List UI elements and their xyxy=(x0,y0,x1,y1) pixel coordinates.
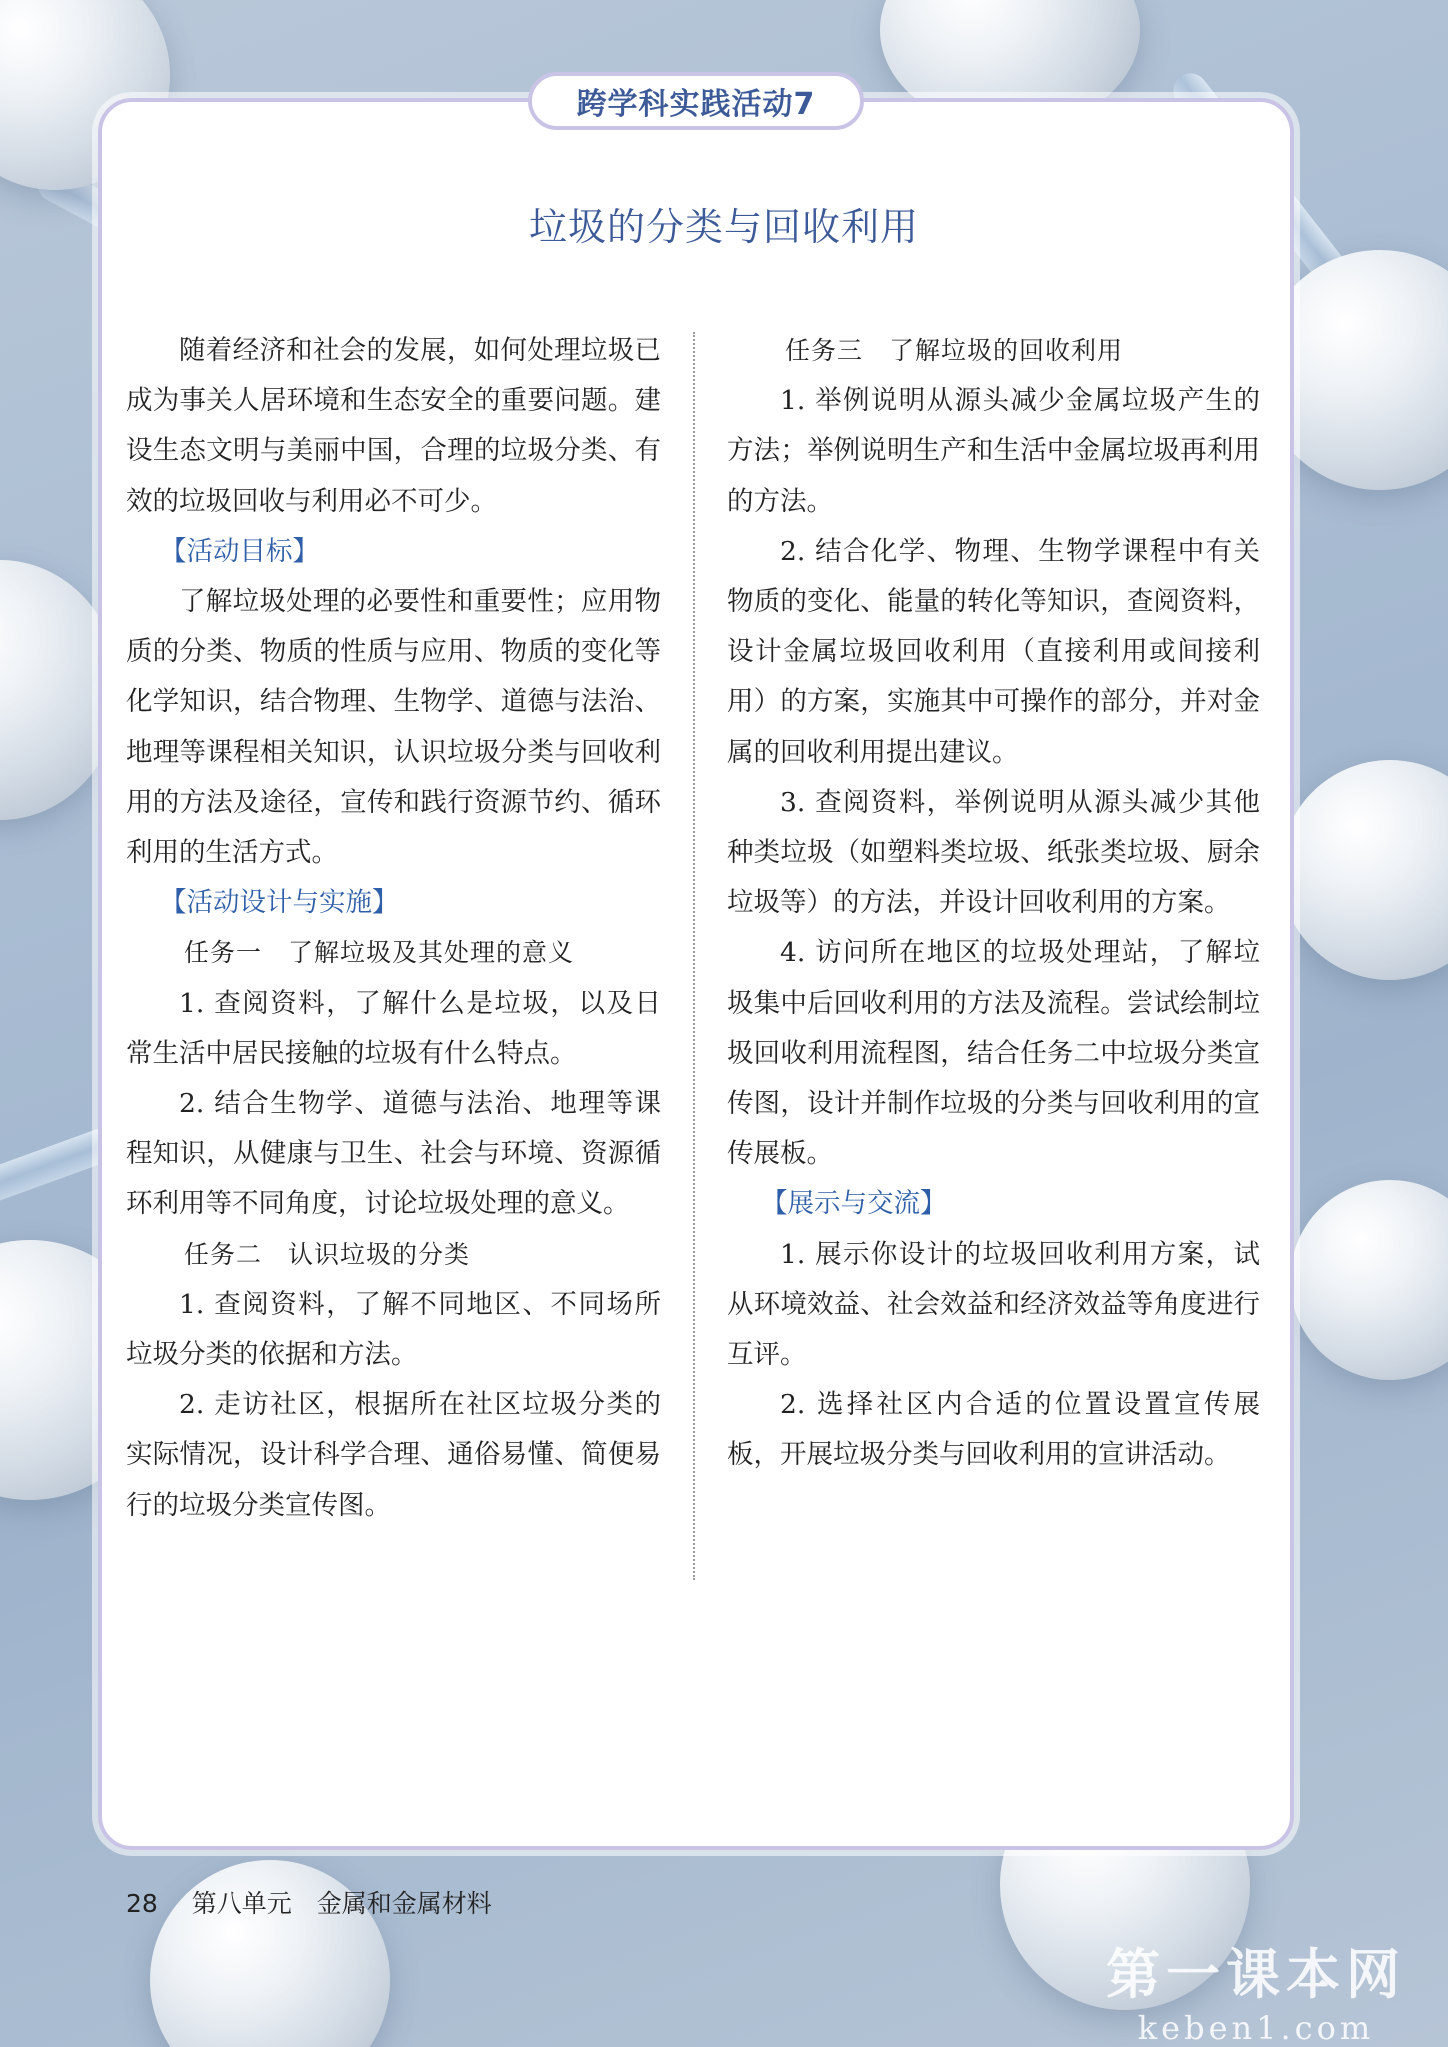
chapter-name: 第八单元 金属和金属材料 xyxy=(191,1889,492,1918)
task2-item2: 2. 走访社区，根据所在社区垃圾分类的实际情况，设计科学合理、通俗易懂、简便易行的垃圾分类宣传图。 xyxy=(126,1389,661,1521)
activity-tab-label: 跨学科实践活动7 xyxy=(528,72,864,130)
task1-item1: 1. 查阅资料，了解什么是垃圾，以及日常生活中居民接触的垃圾有什么特点。 xyxy=(126,987,661,1069)
molecule-sphere xyxy=(1290,1180,1448,1380)
goal-paragraph: 了解垃圾处理的必要性和重要性；应用物质的分类、物质的性质与应用、物质的变化等化学知识，结合物理、生物学、道德与法治、地理等课程相关知识，认识垃圾分类与回收利用的方法及途径，宣传和践行资源节约、循环利用的生活方式。 xyxy=(126,586,661,869)
task3-title: 任务三 了解垃圾的回收利用 xyxy=(785,336,1124,365)
task3-item4: 4. 访问所在地区的垃圾处理站，了解垃圾集中后回收利用的方法及流程。尝试绘制垃圾回收利用流程图，结合任务二中垃圾分类宣传图，设计并制作垃圾的分类与回收利用的宣传展板。 xyxy=(727,937,1260,1170)
task1-item2: 2. 结合生物学、道德与法治、地理等课程知识，从健康与卫生、社会与环境、资源循环利用等不同角度，讨论垃圾处理的意义。 xyxy=(126,1088,661,1220)
show-heading: 【展示与交流】 xyxy=(761,1188,947,1220)
task3-item3: 3. 查阅资料，举例说明从源头减少其他种类垃圾（如塑料类垃圾、纸张类垃圾、厨余垃圾等）的方法，并设计回收利用的方案。 xyxy=(727,786,1260,919)
intro-paragraph: 随着经济和社会的发展，如何处理垃圾已成为事关人居环境和生态安全的重要问题。建设生态文明与美丽中国，合理的垃圾分类、有效的垃圾回收与利用必不可少。 xyxy=(126,335,661,517)
page-title: 垃圾的分类与回收利用 xyxy=(528,205,919,249)
watermark-cn: 第一课本网 xyxy=(1106,1943,1406,2006)
task3-item1: 1. 举例说明从源头减少金属垃圾产生的方法；举例说明生产和生活中金属垃圾再利用的方法。 xyxy=(727,385,1260,517)
left-column xyxy=(126,326,661,1531)
column-divider xyxy=(693,332,695,1580)
task2-title: 任务二 认识垃圾的分类 xyxy=(184,1239,471,1269)
right-column xyxy=(727,326,1260,1481)
goal-heading: 【活动目标】 xyxy=(160,535,319,567)
show-item2: 2. 选择社区内合适的位置设置宣传展板，开展垃圾分类与回收利用的宣讲活动。 xyxy=(727,1389,1260,1471)
page-number: 28 xyxy=(126,1889,158,1918)
watermark-en: keben1.com xyxy=(1137,2009,1375,2047)
task3-item2: 2. 结合化学、物理、生物学课程中有关物质的变化、能量的转化等知识，查阅资料，设计金属垃圾回收利用（直接利用或间接利用）的方案，实施其中可操作的部分，并对金属的回收利用提出建议。 xyxy=(727,535,1260,768)
watermark xyxy=(1106,1932,1406,2047)
design-heading: 【活动设计与实施】 xyxy=(160,887,399,919)
page-footer xyxy=(126,1884,492,1920)
molecule-sphere xyxy=(1280,760,1448,980)
task2-item1: 1. 查阅资料，了解不同地区、不同场所垃圾分类的依据和方法。 xyxy=(126,1288,661,1371)
show-item1: 1. 展示你设计的垃圾回收利用方案，试从环境效益、社会效益和经济效益等角度进行互评。 xyxy=(727,1238,1260,1371)
task1-title: 任务一 了解垃圾及其处理的意义 xyxy=(184,938,575,968)
